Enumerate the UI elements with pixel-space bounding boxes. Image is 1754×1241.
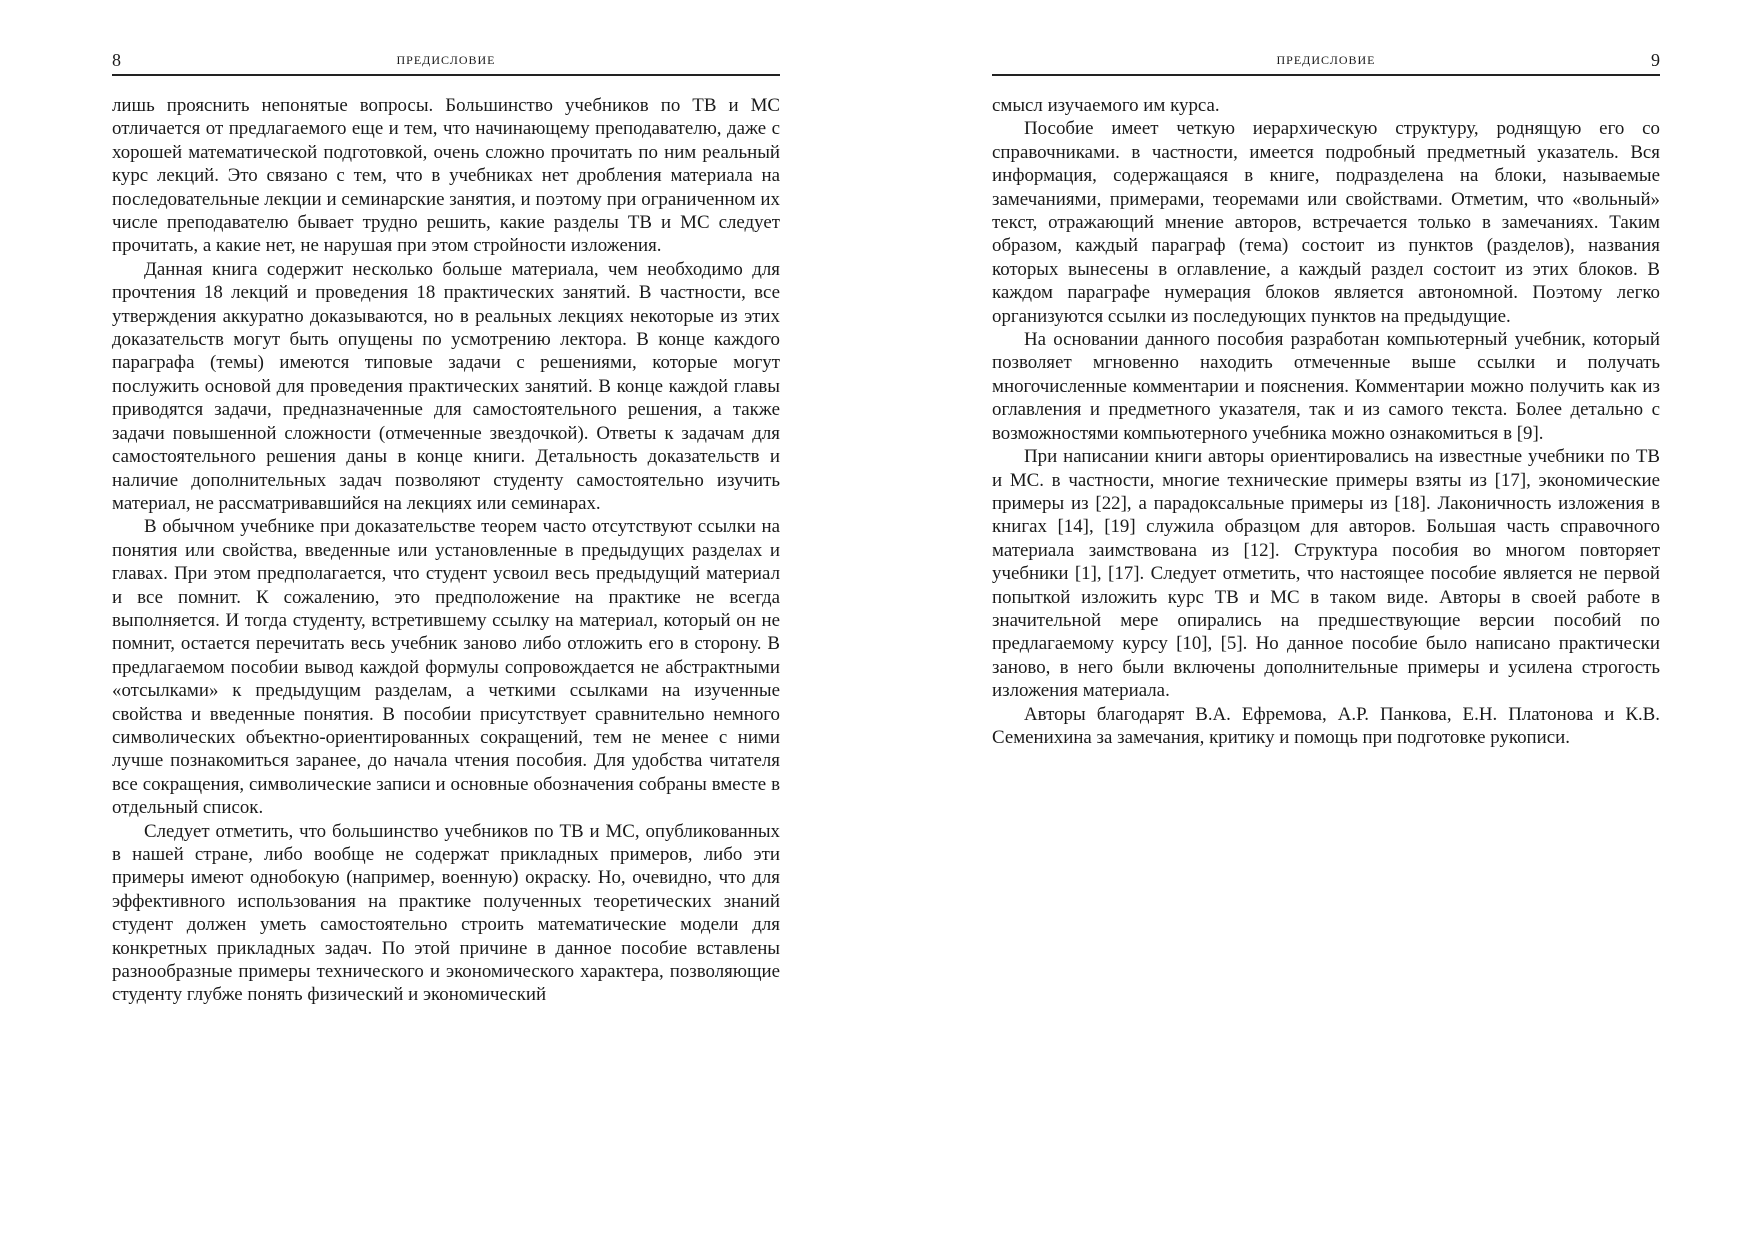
paragraph: Авторы благодарят В.А. Ефремова, А.Р. Панкова, Е.Н. Платонова и К.В. Семенихина за замечания, критику и помощь при подготовке рукописи.: [992, 703, 1660, 748]
page-number: 9: [1651, 50, 1660, 70]
paragraph: Пособие имеет четкую иерархическую структуру, роднящую его со справочниками. в частности, имеется подробный предметный указатель. Вся информация, содержащаяся в книге, подразделена на блоки, называемые замечаниями, примерами, теоремами или свойствами. Отметим, что «вольный» текст, отражающий мнение авторов, встречается только в замечаниях. Таким образом, каждый параграф (тема) состоит из пунктов (разделов), названия которых вынесены в оглавление, а каждый раздел состоит из этих блоков. В каждом параграфе нумерация блоков является автономной. Поэтому легко организуются ссылки из последующих пунктов на предыдущие.: [992, 118, 1660, 327]
paragraph: При написании книги авторы ориентировались на известные учебники по ТВ и МС. в частности, многие технические примеры взяты из [17], экономические примеры из [22], а парадоксальные примеры из [18]. Лаконичность изложения в книгах [14], [19] служила образцом для авторов. Большая часть справочного материала заимствована из [12]. Структура пособия во многом повторяет учебники [1], [17]. Следует отметить, что настоящее пособие является не первой попыткой изложить курс ТВ и МС в таком виде. Авторы в своей работе в значительной мере опирались на предшествующие версии пособий по предлагаемому курсу [10], [5]. Но данное пособие было написано практически заново, в него были включены дополнительные примеры и усилена строгость изложения материала.: [992, 446, 1660, 702]
page-header: [112, 48, 780, 76]
paragraph: Данная книга содержит несколько больше материала, чем необходимо для прочтения 18 лекций и проведения 18 практических занятий. В частности, все утверждения аккуратно доказываются, но в реальных лекциях некоторые из этих доказательств могут быть опущены по усмотрению лектора. В конце каждого параграфа (темы) имеются типовые задачи с решениями, которые могут послужить основой для проведения практических занятий. В конце каждой главы приводятся задачи, предназначенные для самостоятельного решения, а также задачи повышенной сложности (отмеченные звездочкой). Ответы к задачам для самостоятельного решения даны в конце книги. Детальность доказательств и наличие дополнительных задач позволяют студенту самостоятельно изучить материал, не рассматривавшийся на лекциях или семинарах.: [112, 258, 780, 514]
page-body: [112, 94, 780, 1007]
paragraph: В обычном учебнике при доказательстве теорем часто отсутствуют ссылки на понятия или свойства, введенные или установленные в предыдущих разделах и главах. При этом предполагается, что студент усвоил весь предыдущий материал и все помнит. К сожалению, это предположение на практике не всегда выполняется. И тогда студенту, встретившему ссылку на материал, который он не помнит, остается перечитать весь учебник заново либо отложить его в сторону. В предлагаемом пособии вывод каждой формулы сопровождается не абстрактными «отсылками» к предыдущим разделам, а четкими ссылками на изученные свойства и введенные понятия. В пособии присутствует сравнительно немного символических объектно-ориентированных сокращений, тем не менее с ними лучше познакомиться заранее, до начала чтения пособия. Для удобства читателя все сокращения, символические записи и основные обозначения собраны вместе в отдельный список.: [112, 516, 780, 819]
page-header: [992, 48, 1660, 76]
right-page: [992, 48, 1660, 749]
running-head: ПРЕДИСЛОВИЕ: [1276, 53, 1376, 67]
page-body: [992, 94, 1660, 749]
paragraph: смысл изучаемого им курса.: [992, 95, 1220, 116]
left-page: [112, 48, 780, 1007]
paragraph: На основании данного пособия разработан компьютерный учебник, который позволяет мгновенно находить отмеченные выше ссылки и получать многочисленные комментарии и пояснения. Комментарии можно получить как из оглавления и предметного указателя, так и из самого текста. Более детально с возможностями компьютерного учебника можно ознакомиться в [9].: [992, 329, 1660, 444]
page-number: 8: [112, 50, 121, 70]
paragraph: лишь прояснить непонятые вопросы. Большинство учебников по ТВ и МС отличается от предлагаемого еще и тем, что начинающему преподавателю, даже с хорошей математической подготовкой, очень сложно прочитать по ним реальный курс лекций. Это связано с тем, что в учебниках нет дробления материала на последовательные лекции и семинарские занятия, и поэтому при ограниченном их числе преподавателю бывает трудно решить, какие разделы ТВ и МС следует прочитать, а какие нет, не нарушая при этом стройности изложения.: [112, 95, 780, 257]
running-head: ПРЕДИСЛОВИЕ: [396, 53, 496, 67]
paragraph: Следует отметить, что большинство учебников по ТВ и МС, опубликованных в нашей стране, либо вообще не содержат прикладных примеров, либо эти примеры имеют однобокую (например, военную) окраску. Но, очевидно, что для эффективного использования на практике полученных теоретических знаний студент должен уметь самостоятельно строить математические модели для конкретных прикладных задач. По этой причине в данное пособие вставлены разнообразные примеры технического и экономического характера, позволяющие студенту глубже понять физический и экономический: [112, 820, 780, 1006]
